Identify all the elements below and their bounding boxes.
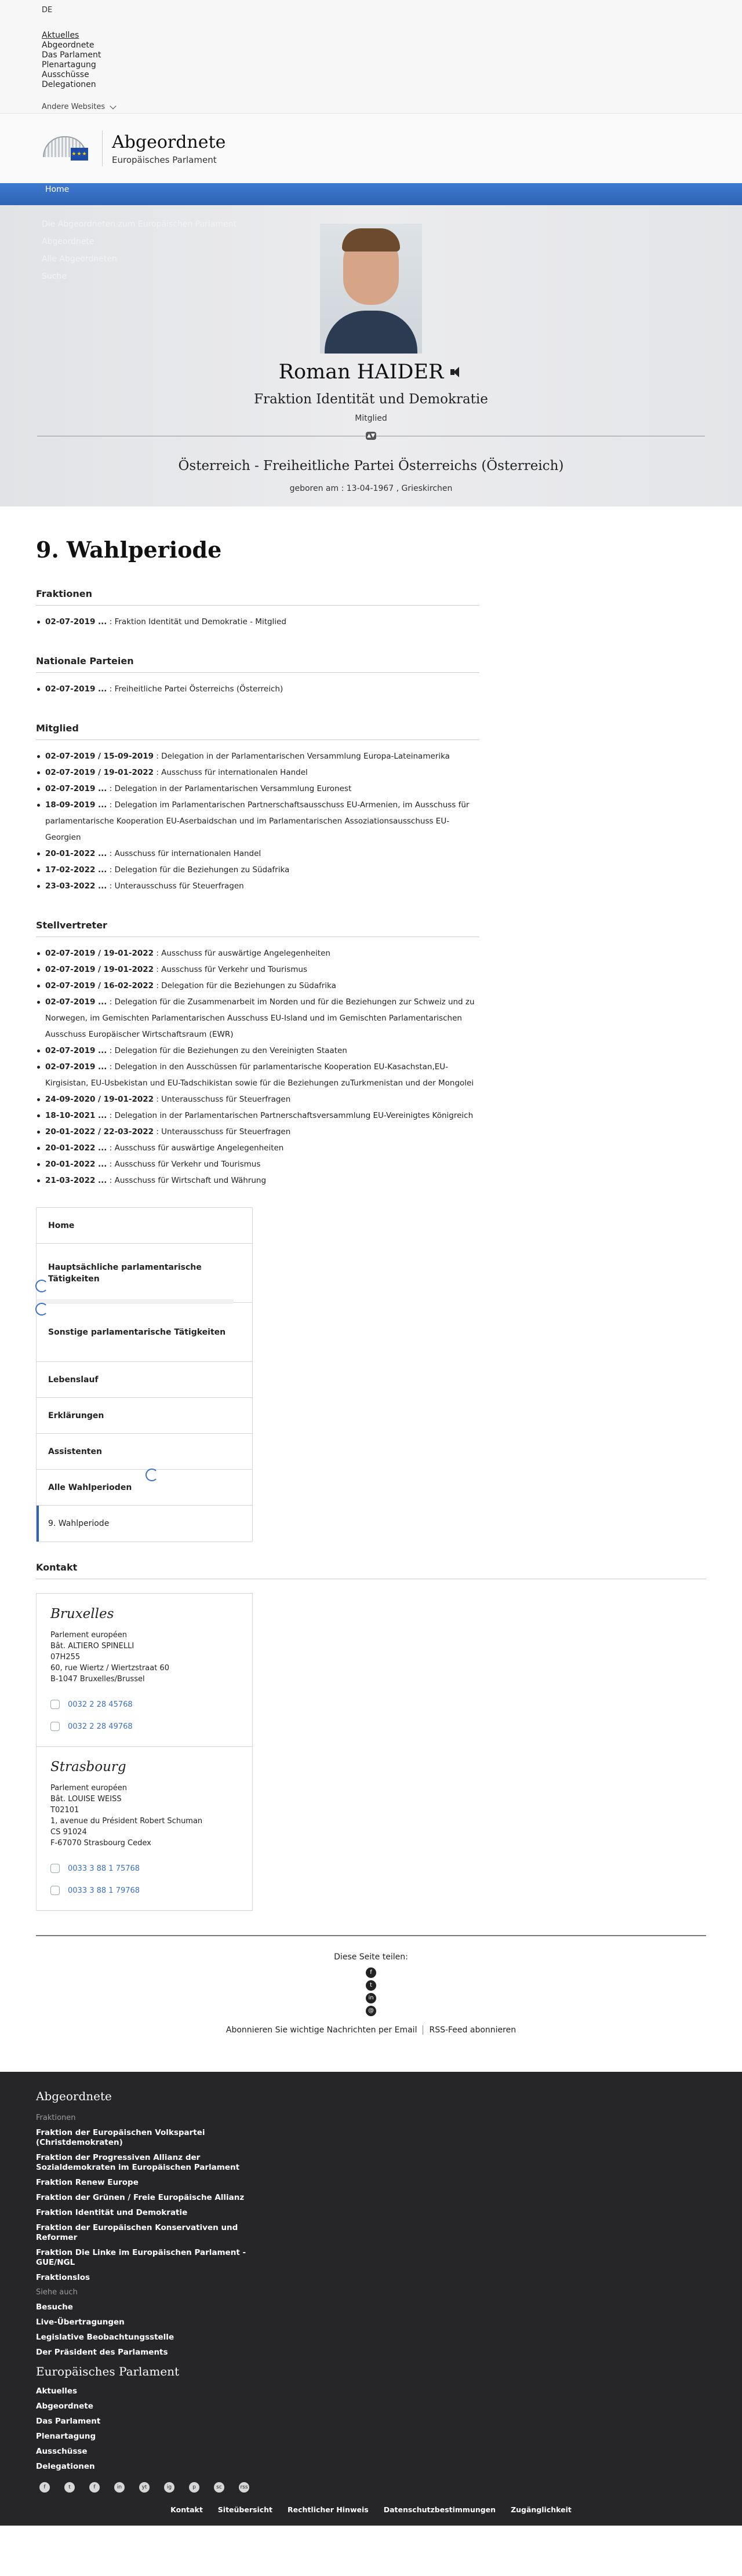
placeholder-bar: [37, 1299, 234, 1304]
address-line: F-67070 Strasbourg Cedex: [50, 1839, 151, 1848]
list-item: [45, 1043, 479, 1059]
other-websites-label: Andere Websites: [42, 103, 106, 111]
fax-number: 0032 2 28 49768: [68, 1722, 133, 1731]
list-item: [45, 1107, 479, 1124]
item-date: 18-10-2021 ...: [45, 1111, 107, 1120]
footer-social-icons: [36, 2482, 706, 2493]
ghost-line: Die Abgeordneten zum Europäischen Parlament: [42, 220, 237, 229]
list-item: [45, 614, 479, 630]
mep-side-menu: [36, 1207, 253, 1542]
list-item: [45, 878, 479, 894]
menu-item-all-terms[interactable]: [37, 1470, 252, 1506]
item-date: 02-07-2019 ...: [45, 1046, 107, 1055]
item-date: 17-02-2022 ...: [45, 865, 107, 875]
list-item: [45, 961, 479, 978]
linkedin-icon[interactable]: in: [114, 2482, 125, 2493]
contact-card-strasbourg: [36, 1747, 253, 1911]
loading-spinner-icon: [35, 1280, 48, 1292]
item-text: : Delegation in den Ausschüssen für parlamentarische Kooperation EU-Kasachstan,EU-Kirgisistan, EU-Usbekistan und EU-Tadschikistan sowie für die Beziehungen zuTurkmenistan und der Mongolei: [45, 1062, 474, 1088]
email-subscription-link[interactable]: Abonnieren Sie wichtige Nachrichten per Email: [225, 2025, 417, 2035]
item-text: : Unterausschuss für Steuerfragen: [154, 1095, 291, 1104]
section-heading-substitute: Stellvertreter: [36, 920, 479, 937]
footer-link[interactable]: Legislative Beobachtungsstelle: [36, 2333, 174, 2342]
share-block: [36, 1952, 706, 2035]
contact-address: [50, 1630, 238, 1685]
top-link-news[interactable]: Aktuelles: [42, 31, 79, 40]
mep-photo: [320, 224, 422, 354]
footer-link-sitemap[interactable]: Siteübersicht: [217, 2505, 273, 2514]
footer-title: Abgeordnete: [36, 2089, 112, 2103]
item-text: : Ausschuss für auswärtige Angelegenheiten: [107, 1143, 284, 1153]
item-text: : Ausschuss für Verkehr und Tourismus: [107, 1160, 261, 1169]
item-date: 20-01-2022 ...: [45, 849, 107, 858]
list-item: [45, 681, 479, 697]
subscription-links: [36, 2025, 706, 2035]
item-text: : Unterausschuss für Steuerfragen: [154, 1127, 291, 1136]
top-link-committees[interactable]: Ausschüsse: [42, 70, 89, 79]
footer-link[interactable]: Ausschüsse: [36, 2447, 88, 2456]
item-date: 02-07-2019 / 19-01-2022: [45, 965, 154, 974]
top-link-parliament[interactable]: Das Parlament: [42, 50, 101, 60]
language-selector[interactable]: DE: [42, 6, 53, 14]
top-utility-bar: [0, 0, 742, 114]
item-date: 02-07-2019 / 15-09-2019: [45, 752, 154, 761]
contact-city: Strasbourg: [50, 1759, 126, 1775]
mep-political-group: Fraktion Identität und Demokratie: [254, 392, 488, 407]
groups-list: [36, 614, 479, 630]
menu-item-home[interactable]: [37, 1208, 252, 1244]
footer-link[interactable]: Das Parlament: [36, 2417, 101, 2426]
list-item: [45, 862, 479, 878]
menu-item-cv[interactable]: [37, 1362, 252, 1398]
menu-label: Hauptsächliche parlamentarische Tätigkeiten: [48, 1262, 202, 1284]
contact-fax[interactable]: [50, 1886, 238, 1895]
top-link-meps[interactable]: Abgeordnete: [42, 41, 94, 50]
eu-flag-icon: ★★★: [71, 148, 88, 161]
item-date: 02-07-2019 ...: [45, 784, 107, 793]
instagram-icon[interactable]: ig: [164, 2482, 174, 2493]
menu-item-declarations[interactable]: [37, 1398, 252, 1434]
rss-icon[interactable]: rss: [239, 2482, 249, 2493]
flickr-icon[interactable]: f: [89, 2482, 100, 2493]
hero-background-links: [42, 216, 237, 285]
main-nav: [0, 183, 742, 205]
list-item: [45, 846, 479, 862]
menu-label: Sonstige parlamentarische Tätigkeiten: [48, 1327, 226, 1337]
address-line: T02101: [50, 1806, 79, 1815]
ep-logo[interactable]: [42, 135, 88, 162]
ghost-line: Suche: [42, 272, 67, 281]
item-text: : Fraktion Identität und Demokratie - Mitglied: [107, 617, 286, 626]
menu-label: Erklärungen: [48, 1411, 104, 1420]
item-date: 20-01-2022 ...: [45, 1143, 107, 1153]
list-item: [45, 1172, 479, 1189]
footer-link[interactable]: Der Präsident des Parlaments: [36, 2348, 168, 2357]
list-item: [45, 797, 479, 846]
footer-link-contact[interactable]: Kontakt: [170, 2505, 203, 2514]
item-text: : Delegation für die Beziehungen zu den Vereinigten Staaten: [107, 1046, 347, 1055]
footer-ep-title: Europäisches Parlament: [36, 2364, 180, 2378]
top-links: [42, 31, 700, 90]
term-title: 9. Wahlperiode: [36, 537, 222, 563]
facebook-icon[interactable]: f: [39, 2482, 50, 2493]
contact-address: [50, 1783, 238, 1849]
item-text: : Delegation für die Zusammenarbeit im Norden und für die Beziehungen zur Schweiz und zu Norwegen, im Gemischten Parlamentarischen Ausschuss EU-Island und im Gemischten Parlamentarischen Ausschuss Europäischer Wirtschaftsraum (EWR): [45, 997, 475, 1039]
phone-number: 0032 2 28 45768: [68, 1700, 133, 1709]
chevron-down-icon: [110, 103, 117, 109]
footer-see-also-list: [36, 2302, 706, 2358]
list-item: [45, 748, 479, 764]
item-text: : Freiheitliche Partei Österreichs (Österreich): [107, 684, 283, 694]
section-heading-member: Mitglied: [36, 723, 479, 740]
list-item: [45, 994, 479, 1043]
footer-groups-label: Fraktionen: [36, 2114, 76, 2122]
menu-label: 9. Wahlperiode: [48, 1519, 110, 1528]
mep-name: Roman HAIDER: [278, 360, 444, 384]
top-link-plenary[interactable]: Plenartagung: [42, 60, 96, 70]
menu-label: Home: [48, 1220, 75, 1230]
national-parties-list: [36, 681, 479, 697]
contact-fax[interactable]: [50, 1722, 238, 1731]
phone-number: 0033 3 88 1 75768: [68, 1864, 140, 1873]
mep-hero: [0, 205, 742, 507]
top-link-delegations[interactable]: Delegationen: [42, 80, 96, 89]
footer-link[interactable]: Fraktion Identität und Demokratie: [36, 2208, 188, 2217]
list-item: [45, 1156, 479, 1172]
contact-phone[interactable]: [50, 1700, 238, 1709]
item-text: : Delegation für die Beziehungen zu Südafrika: [154, 981, 336, 990]
item-date: 02-07-2019 / 16-02-2022: [45, 981, 154, 990]
address-line: Bât. LOUISE WEISS: [50, 1795, 122, 1803]
item-text: : Ausschuss für internationalen Handel: [154, 768, 308, 777]
loading-spinner-icon: [35, 1303, 48, 1316]
item-text: : Ausschuss für internationalen Handel: [107, 849, 261, 858]
item-text: : Delegation in der Parlamentarischen Versammlung Euronest: [107, 784, 352, 793]
rss-subscription-link[interactable]: RSS-Feed abonnieren: [423, 2025, 522, 2035]
footer-link[interactable]: Delegationen: [36, 2462, 95, 2471]
item-date: 02-07-2019 ...: [45, 684, 107, 694]
contact-city: Bruxelles: [50, 1606, 114, 1622]
menu-item-main-activities[interactable]: [37, 1244, 252, 1303]
expand-toggle-icon[interactable]: ▲▼: [366, 432, 376, 440]
section-heading-contact: Kontakt: [36, 1562, 706, 1579]
footer-link[interactable]: Fraktion der Europäischen Volkspartei (Christdemokraten): [36, 2128, 205, 2147]
item-date: 02-07-2019 / 19-01-2022: [45, 768, 154, 777]
loading-spinner-icon: [146, 1469, 158, 1481]
other-websites-toggle[interactable]: [42, 103, 700, 111]
item-text: : Delegation in der Parlamentarischen Versammlung Europa-Lateinamerika: [154, 752, 450, 761]
address-line: 60, rue Wiertz / Wiertzstraat 60: [50, 1664, 169, 1673]
list-item: [45, 781, 479, 797]
item-text: : Ausschuss für Verkehr und Tourismus: [154, 965, 307, 974]
footer-groups-list: [36, 2128, 706, 2283]
linkedin-icon[interactable]: in: [366, 1993, 376, 2003]
twitter-icon[interactable]: t: [64, 2482, 75, 2493]
mep-role: Mitglied: [355, 414, 387, 423]
phone-icon: [50, 1864, 60, 1873]
address-line: 1, avenue du Président Robert Schuman: [50, 1817, 203, 1826]
snapchat-icon[interactable]: sc: [214, 2482, 224, 2493]
item-text: : Ausschuss für auswärtige Angelegenheiten: [154, 949, 330, 958]
address-line: B-1047 Bruxelles/Brussel: [50, 1675, 145, 1684]
section-heading-groups: Fraktionen: [36, 588, 479, 606]
item-date: 20-01-2022 / 22-03-2022: [45, 1127, 154, 1136]
twitter-icon[interactable]: t: [366, 1980, 376, 1991]
list-item: [45, 1140, 479, 1156]
list-item: [45, 1059, 479, 1091]
address-line: 07H255: [50, 1653, 81, 1662]
facebook-icon[interactable]: f: [366, 1967, 376, 1978]
footer-ep-list: [36, 2386, 706, 2472]
address-line: Parlement européen: [50, 1631, 128, 1639]
footer-link-legal-notice[interactable]: Rechtlicher Hinweis: [288, 2505, 369, 2514]
photo-shirt: [325, 311, 417, 354]
item-date: 02-07-2019 ...: [45, 997, 107, 1007]
list-item: [45, 945, 479, 961]
fax-icon: [50, 1722, 60, 1731]
photo-hair: [342, 228, 400, 252]
mep-birth-info: geboren am : 13-04-1967 , Grieskirchen: [289, 484, 453, 493]
fax-number: 0033 3 88 1 79768: [68, 1886, 140, 1895]
list-item: [45, 764, 479, 781]
email-icon[interactable]: @: [366, 2006, 376, 2016]
footer-link[interactable]: Fraktionslos: [36, 2273, 90, 2282]
nav-home[interactable]: Home: [45, 185, 70, 194]
menu-item-current-term[interactable]: [37, 1506, 252, 1542]
site-header: [0, 114, 742, 183]
item-date: 02-07-2019 / 19-01-2022: [45, 949, 154, 958]
menu-item-other-activities[interactable]: [37, 1303, 252, 1362]
share-divider: [36, 1935, 706, 1936]
footer-link[interactable]: Aktuelles: [36, 2386, 78, 2396]
item-text: : Ausschuss für Wirtschaft und Währung: [107, 1176, 267, 1185]
item-text: : Delegation für die Beziehungen zu Südafrika: [107, 865, 290, 875]
ghost-line: Alle Abgeordneten: [42, 254, 117, 264]
youtube-icon[interactable]: yt: [139, 2482, 150, 2493]
main-content: [0, 537, 742, 2035]
contact-phone[interactable]: [50, 1864, 238, 1873]
member-list: [36, 748, 479, 894]
menu-label: Alle Wahlperioden: [48, 1482, 132, 1492]
item-text: : Delegation im Parlamentarischen Partnerschaftsausschuss EU-Armenien, im Ausschuss für parlamentarische Kooperation EU-Aserbaidschan und im Parlamentarischen Assoziationsausschuss EU-Georgien: [45, 800, 470, 842]
header-divider: [102, 130, 103, 166]
mep-name-row: [279, 360, 464, 384]
fax-icon: [50, 1886, 60, 1895]
footer-link[interactable]: Besuche: [36, 2302, 73, 2312]
footer-link-accessibility[interactable]: Zugänglichkeit: [511, 2505, 572, 2514]
substitute-list: [36, 945, 479, 1189]
mep-national-party: Österreich - Freiheitliche Partei Österreichs (Österreich): [178, 458, 564, 473]
item-date: 21-03-2022 ...: [45, 1176, 107, 1185]
item-text: : Delegation in der Parlamentarischen Partnerschaftsversammlung EU-Vereinigtes Königreich: [107, 1111, 474, 1120]
list-item: [45, 978, 479, 994]
phone-icon: [50, 1700, 60, 1709]
menu-label: Lebenslauf: [48, 1375, 99, 1384]
list-item: [45, 1124, 479, 1140]
item-date: 23-03-2022 ...: [45, 881, 107, 891]
item-date: 18-09-2019 ...: [45, 800, 107, 810]
item-date: 02-07-2019 ...: [45, 617, 107, 626]
footer-link[interactable]: Plenartagung: [36, 2432, 96, 2441]
list-item: [45, 1091, 479, 1107]
footer-link[interactable]: Abgeordnete: [36, 2402, 93, 2411]
share-label: Diese Seite teilen:: [334, 1952, 408, 1962]
contact-card-brussels: [36, 1593, 253, 1747]
footer-legal-links: [36, 2505, 706, 2514]
ghost-line: Abgeordnete: [42, 237, 94, 246]
item-date: 02-07-2019 ...: [45, 1062, 107, 1072]
address-line: Parlement européen: [50, 1784, 128, 1792]
footer-link-privacy[interactable]: Datenschutzbestimmungen: [383, 2505, 496, 2514]
site-title[interactable]: Abgeordnete: [112, 132, 226, 152]
footer-link[interactable]: Fraktion der Grünen / Freie Europäische Allianz: [36, 2193, 245, 2202]
menu-label: Assistenten: [48, 1447, 102, 1456]
site-footer: [0, 2072, 742, 2526]
footer-link[interactable]: Fraktion Renew Europe: [36, 2178, 139, 2187]
footer-see-also-label: Siehe auch: [36, 2288, 78, 2297]
item-date: 20-01-2022 ...: [45, 1160, 107, 1169]
footer-link[interactable]: Live-Übertragungen: [36, 2318, 125, 2327]
site-subtitle: Europäisches Parlament: [112, 154, 217, 165]
menu-item-assistants[interactable]: [37, 1434, 252, 1470]
footer-link[interactable]: Fraktion der Europäischen Konservativen und Reformer: [36, 2223, 238, 2242]
section-heading-national-parties: Nationale Parteien: [36, 655, 479, 673]
pinterest-icon[interactable]: p: [189, 2482, 199, 2493]
footer-link[interactable]: Fraktion Die Linke im Europäischen Parlament - GUE/NGL: [36, 2248, 246, 2267]
speaker-icon[interactable]: [450, 366, 463, 378]
share-icons: [36, 1967, 706, 2016]
item-date: 24-09-2020 / 19-01-2022: [45, 1095, 154, 1104]
address-line: Bât. ALTIERO SPINELLI: [50, 1642, 134, 1650]
footer-link[interactable]: Fraktion der Progressiven Allianz der Sozialdemokraten im Europäischen Parlament: [36, 2153, 240, 2172]
address-line: CS 91024: [50, 1828, 87, 1837]
item-text: : Unterausschuss für Steuerfragen: [107, 881, 244, 891]
